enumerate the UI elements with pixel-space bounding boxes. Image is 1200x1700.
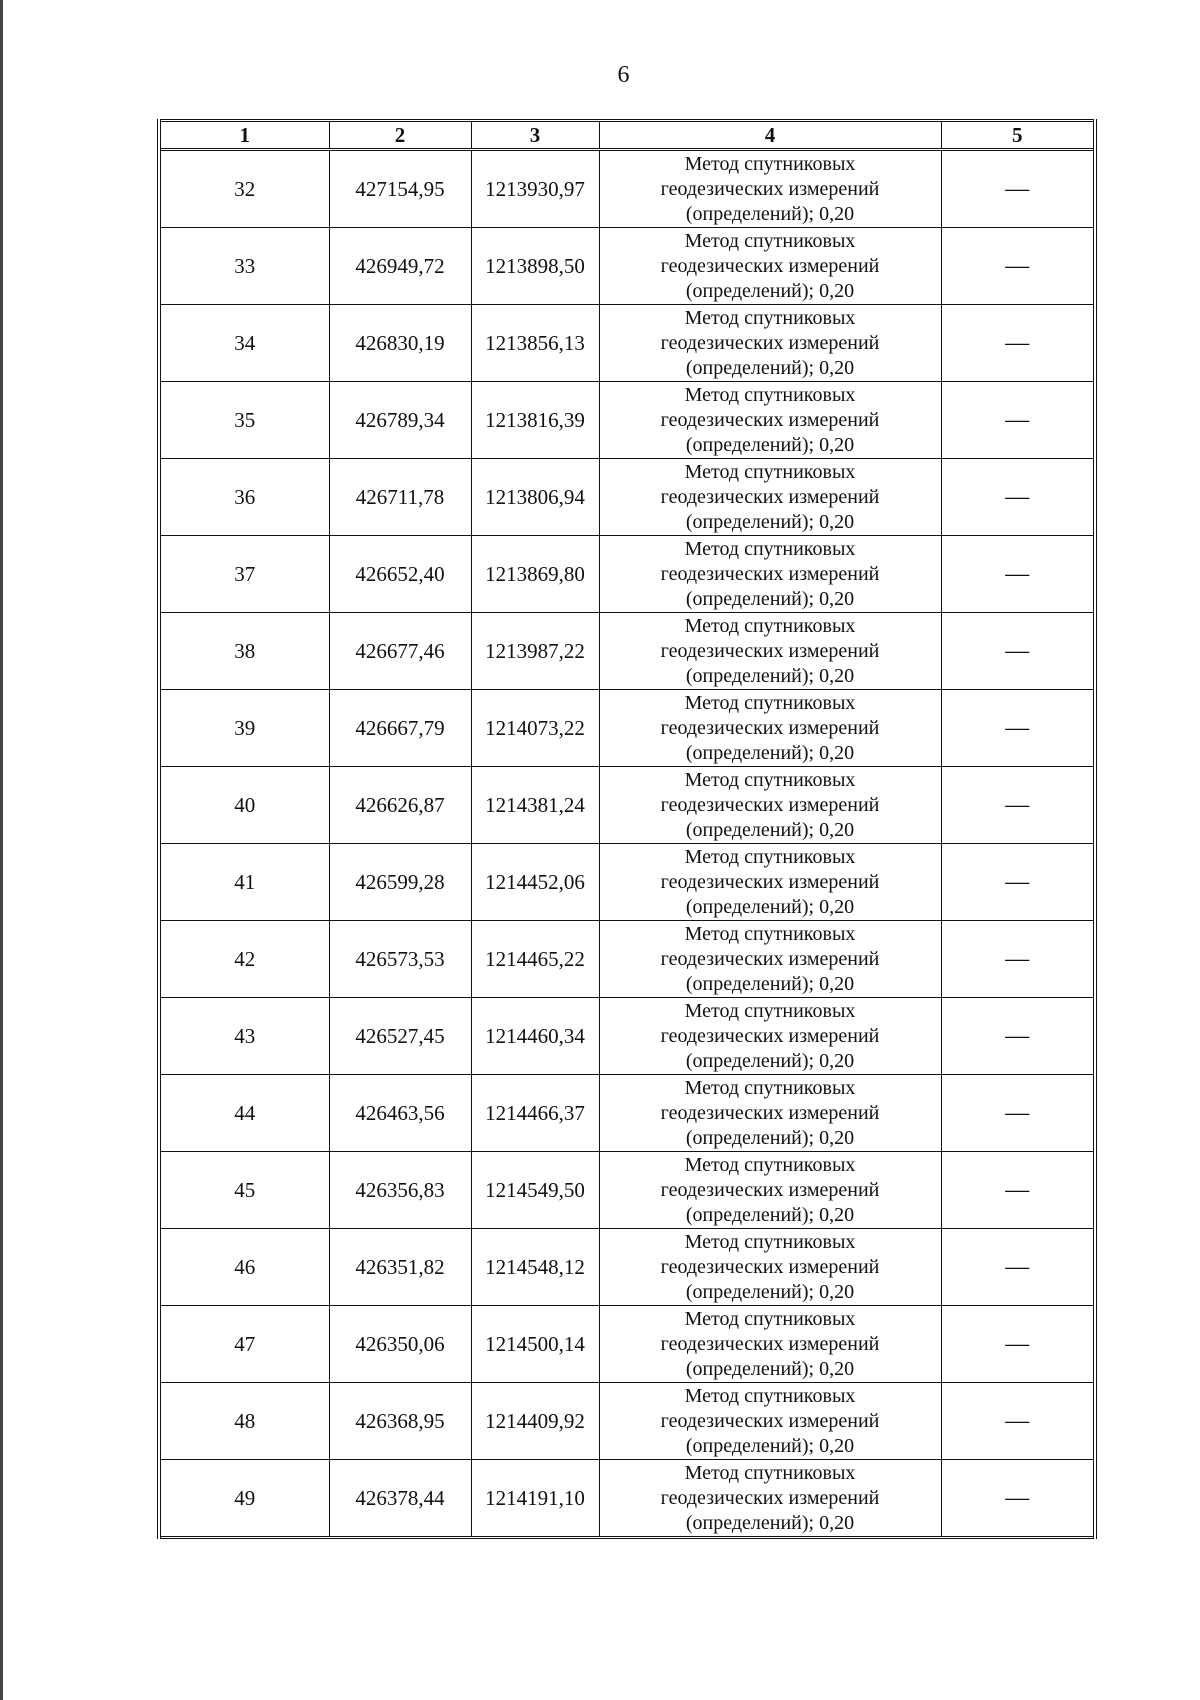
- x-coordinate-cell: 426626,87: [329, 767, 471, 844]
- method-line: геодезических измерений: [660, 1178, 880, 1201]
- point-number-cell: 46: [159, 1229, 329, 1306]
- x-coordinate-cell: 426789,34: [329, 382, 471, 459]
- y-coordinate-cell: 1213898,50: [471, 228, 599, 305]
- method-cell: [599, 1306, 941, 1383]
- point-number-cell: 45: [159, 1152, 329, 1229]
- header-row: [159, 121, 1095, 150]
- method-line: геодезических измерений: [660, 716, 880, 739]
- x-coordinate-cell: 426368,95: [329, 1383, 471, 1460]
- x-coordinate-cell: 426463,56: [329, 1075, 471, 1152]
- x-coordinate-cell: 426351,82: [329, 1229, 471, 1306]
- table-row: [159, 844, 1095, 921]
- y-coordinate-cell: 1214409,92: [471, 1383, 599, 1460]
- method-line: Метод спутниковых: [684, 152, 856, 175]
- method-line: Метод спутниковых: [684, 229, 856, 252]
- method-cell: [599, 1383, 941, 1460]
- page-number: 6: [617, 62, 630, 88]
- column-header: 1: [159, 121, 329, 150]
- point-number-cell: 47: [159, 1306, 329, 1383]
- x-coordinate-cell: 426573,53: [329, 921, 471, 998]
- point-number-cell: 34: [159, 305, 329, 382]
- method-line: Метод спутниковых: [684, 1461, 856, 1484]
- method-line: (определений); 0,20: [685, 356, 855, 379]
- table-row: [159, 1383, 1095, 1460]
- method-line: Метод спутниковых: [684, 383, 856, 406]
- method-line: (определений); 0,20: [685, 279, 855, 302]
- x-coordinate-cell: 426378,44: [329, 1460, 471, 1538]
- method-line: Метод спутниковых: [684, 1153, 856, 1176]
- table-row: [159, 998, 1095, 1075]
- method-cell: [599, 150, 941, 228]
- x-coordinate-cell: 427154,95: [329, 150, 471, 228]
- method-line: (определений); 0,20: [685, 818, 855, 841]
- method-line: Метод спутниковых: [684, 768, 856, 791]
- table-row: [159, 228, 1095, 305]
- method-line: Метод спутниковых: [684, 537, 856, 560]
- method-line: геодезических измерений: [660, 562, 880, 585]
- note-cell: —: [941, 1229, 1095, 1306]
- method-cell: [599, 459, 941, 536]
- point-number-cell: 41: [159, 844, 329, 921]
- y-coordinate-cell: 1213806,94: [471, 459, 599, 536]
- method-cell: [599, 1460, 941, 1538]
- method-line: геодезических измерений: [660, 639, 880, 662]
- method-line: Метод спутниковых: [684, 614, 856, 637]
- note-cell: —: [941, 844, 1095, 921]
- note-cell: —: [941, 1075, 1095, 1152]
- method-line: (определений); 0,20: [685, 1434, 855, 1457]
- method-line: (определений); 0,20: [685, 1280, 855, 1303]
- point-number-cell: 33: [159, 228, 329, 305]
- method-line: (определений); 0,20: [685, 895, 855, 918]
- method-line: (определений); 0,20: [685, 1203, 855, 1226]
- method-line: (определений); 0,20: [685, 587, 855, 610]
- method-cell: [599, 1152, 941, 1229]
- y-coordinate-cell: 1214452,06: [471, 844, 599, 921]
- method-line: (определений); 0,20: [685, 741, 855, 764]
- method-line: (определений); 0,20: [685, 510, 855, 533]
- method-cell: [599, 1229, 941, 1306]
- method-line: геодезических измерений: [660, 1332, 880, 1355]
- note-cell: —: [941, 305, 1095, 382]
- x-coordinate-cell: 426652,40: [329, 536, 471, 613]
- method-line: геодезических измерений: [660, 870, 880, 893]
- note-cell: —: [941, 150, 1095, 228]
- x-coordinate-cell: 426830,19: [329, 305, 471, 382]
- x-coordinate-cell: 426599,28: [329, 844, 471, 921]
- note-cell: —: [941, 690, 1095, 767]
- y-coordinate-cell: 1213856,13: [471, 305, 599, 382]
- column-header: 4: [599, 121, 941, 150]
- method-cell: [599, 690, 941, 767]
- y-coordinate-cell: 1214381,24: [471, 767, 599, 844]
- column-header: 5: [941, 121, 1095, 150]
- point-number-cell: 48: [159, 1383, 329, 1460]
- x-coordinate-cell: 426527,45: [329, 998, 471, 1075]
- note-cell: —: [941, 1306, 1095, 1383]
- method-cell: [599, 228, 941, 305]
- table-row: [159, 536, 1095, 613]
- y-coordinate-cell: 1213816,39: [471, 382, 599, 459]
- table-row: [159, 1152, 1095, 1229]
- method-cell: [599, 844, 941, 921]
- method-line: Метод спутниковых: [684, 845, 856, 868]
- x-coordinate-cell: 426949,72: [329, 228, 471, 305]
- x-coordinate-cell: 426711,78: [329, 459, 471, 536]
- method-line: геодезических измерений: [660, 331, 880, 354]
- coordinates-table: [157, 119, 1097, 1539]
- method-line: (определений); 0,20: [685, 664, 855, 687]
- method-line: геодезических измерений: [660, 485, 880, 508]
- y-coordinate-cell: 1214549,50: [471, 1152, 599, 1229]
- y-coordinate-cell: 1213987,22: [471, 613, 599, 690]
- scan-edge: [0, 0, 3, 1700]
- y-coordinate-cell: 1214191,10: [471, 1460, 599, 1538]
- note-cell: —: [941, 228, 1095, 305]
- note-cell: —: [941, 382, 1095, 459]
- point-number-cell: 36: [159, 459, 329, 536]
- method-line: Метод спутниковых: [684, 1384, 856, 1407]
- method-line: геодезических измерений: [660, 1255, 880, 1278]
- note-cell: —: [941, 1383, 1095, 1460]
- table-row: [159, 1075, 1095, 1152]
- y-coordinate-cell: 1214465,22: [471, 921, 599, 998]
- table-row: [159, 382, 1095, 459]
- method-line: (определений); 0,20: [685, 202, 855, 225]
- note-cell: —: [941, 536, 1095, 613]
- table-row: [159, 1229, 1095, 1306]
- method-cell: [599, 921, 941, 998]
- method-line: геодезических измерений: [660, 177, 880, 200]
- table-row: [159, 690, 1095, 767]
- method-line: геодезических измерений: [660, 947, 880, 970]
- point-number-cell: 42: [159, 921, 329, 998]
- method-cell: [599, 1075, 941, 1152]
- method-line: Метод спутниковых: [684, 1230, 856, 1253]
- table-row: [159, 1460, 1095, 1538]
- x-coordinate-cell: 426350,06: [329, 1306, 471, 1383]
- method-line: (определений); 0,20: [685, 972, 855, 995]
- method-line: Метод спутниковых: [684, 460, 856, 483]
- point-number-cell: 43: [159, 998, 329, 1075]
- method-cell: [599, 767, 941, 844]
- note-cell: —: [941, 921, 1095, 998]
- point-number-cell: 40: [159, 767, 329, 844]
- y-coordinate-cell: 1214460,34: [471, 998, 599, 1075]
- method-line: геодезических измерений: [660, 1101, 880, 1124]
- table-row: [159, 459, 1095, 536]
- x-coordinate-cell: 426677,46: [329, 613, 471, 690]
- note-cell: —: [941, 459, 1095, 536]
- table-row: [159, 305, 1095, 382]
- method-line: геодезических измерений: [660, 408, 880, 431]
- y-coordinate-cell: 1213930,97: [471, 150, 599, 228]
- point-number-cell: 32: [159, 150, 329, 228]
- method-line: (определений); 0,20: [685, 1511, 855, 1534]
- method-cell: [599, 382, 941, 459]
- note-cell: —: [941, 998, 1095, 1075]
- y-coordinate-cell: 1213869,80: [471, 536, 599, 613]
- point-number-cell: 38: [159, 613, 329, 690]
- method-line: Метод спутниковых: [684, 1076, 856, 1099]
- method-cell: [599, 536, 941, 613]
- method-cell: [599, 305, 941, 382]
- method-line: (определений); 0,20: [685, 1357, 855, 1380]
- point-number-cell: 39: [159, 690, 329, 767]
- point-number-cell: 37: [159, 536, 329, 613]
- method-line: Метод спутниковых: [684, 922, 856, 945]
- y-coordinate-cell: 1214466,37: [471, 1075, 599, 1152]
- y-coordinate-cell: 1214548,12: [471, 1229, 599, 1306]
- method-line: геодезических измерений: [660, 1486, 880, 1509]
- y-coordinate-cell: 1214073,22: [471, 690, 599, 767]
- method-line: Метод спутниковых: [684, 999, 856, 1022]
- y-coordinate-cell: 1214500,14: [471, 1306, 599, 1383]
- column-header: 3: [471, 121, 599, 150]
- point-number-cell: 49: [159, 1460, 329, 1538]
- method-line: геодезических измерений: [660, 254, 880, 277]
- table-row: [159, 613, 1095, 690]
- table-header: [159, 121, 1095, 150]
- method-cell: [599, 998, 941, 1075]
- method-line: геодезических измерений: [660, 793, 880, 816]
- x-coordinate-cell: 426356,83: [329, 1152, 471, 1229]
- method-line: геодезических измерений: [660, 1409, 880, 1432]
- table-row: [159, 767, 1095, 844]
- point-number-cell: 35: [159, 382, 329, 459]
- table-body: [159, 150, 1095, 1538]
- method-line: (определений); 0,20: [685, 1049, 855, 1072]
- note-cell: —: [941, 767, 1095, 844]
- method-line: геодезических измерений: [660, 1024, 880, 1047]
- column-header: 2: [329, 121, 471, 150]
- method-line: Метод спутниковых: [684, 691, 856, 714]
- table-row: [159, 150, 1095, 228]
- method-line: Метод спутниковых: [684, 1307, 856, 1330]
- table-row: [159, 921, 1095, 998]
- method-line: (определений); 0,20: [685, 433, 855, 456]
- x-coordinate-cell: 426667,79: [329, 690, 471, 767]
- note-cell: —: [941, 1152, 1095, 1229]
- method-line: Метод спутниковых: [684, 306, 856, 329]
- note-cell: —: [941, 613, 1095, 690]
- method-line: (определений); 0,20: [685, 1126, 855, 1149]
- table-row: [159, 1306, 1095, 1383]
- method-cell: [599, 613, 941, 690]
- note-cell: —: [941, 1460, 1095, 1538]
- point-number-cell: 44: [159, 1075, 329, 1152]
